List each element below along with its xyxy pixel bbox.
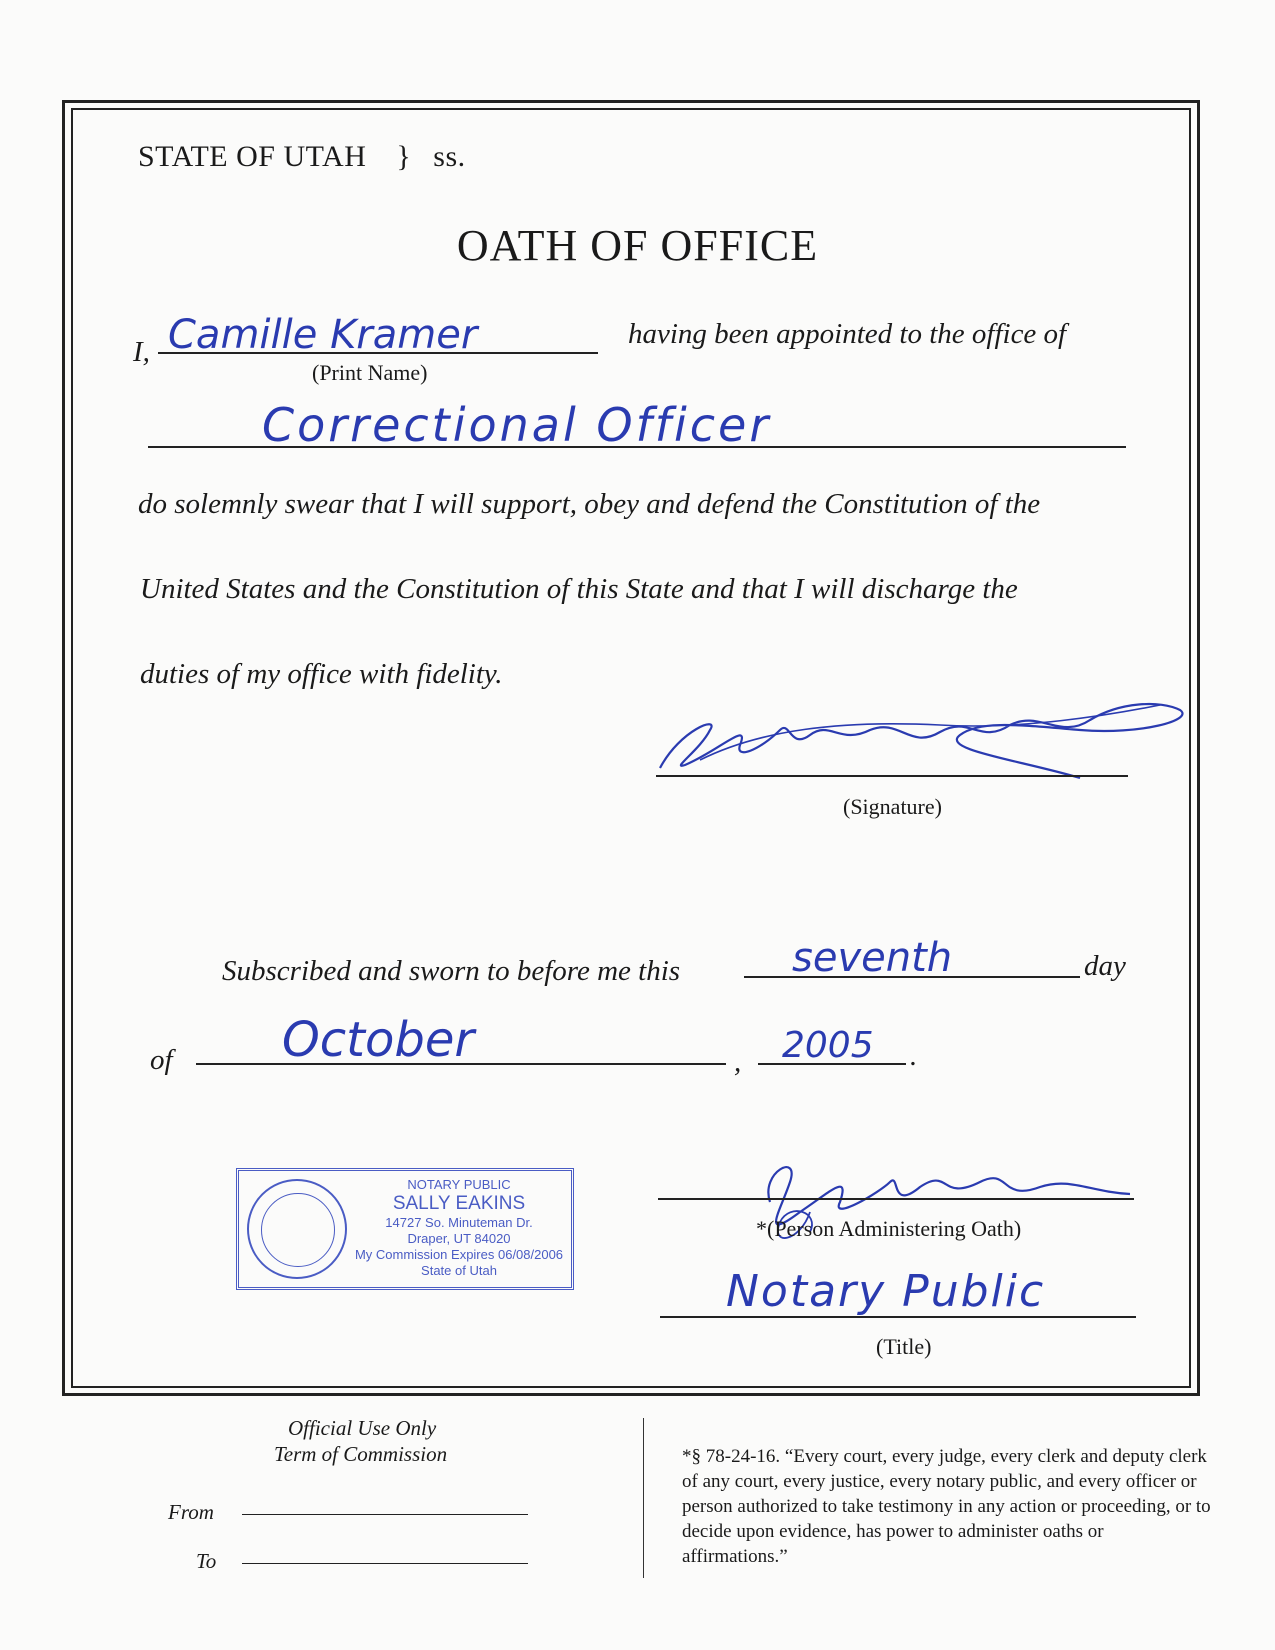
handwritten-name: Camille Kramer	[168, 312, 478, 358]
title-line	[660, 1316, 1136, 1318]
month-line	[196, 1063, 726, 1065]
stamp-line-6: State of Utah	[421, 1263, 497, 1278]
stamp-line-4: Draper, UT 84020	[407, 1231, 511, 1246]
signature-line	[656, 775, 1128, 777]
footer-divider	[643, 1418, 644, 1578]
handwritten-office: Correctional Officer	[262, 398, 772, 452]
from-line	[242, 1514, 528, 1515]
to-label: To	[196, 1549, 217, 1573]
of-word: of	[150, 1044, 173, 1076]
day-word: day	[1084, 950, 1126, 982]
appointed-text: having been appointed to the office of	[628, 318, 1067, 350]
stamp-line-3: 14727 So. Minuteman Dr.	[385, 1215, 533, 1230]
official-use-heading: Official Use Only	[288, 1416, 437, 1440]
name-line	[158, 352, 598, 354]
brace: }	[396, 140, 412, 173]
page-title: OATH OF OFFICE	[456, 221, 819, 270]
signature-caption: (Signature)	[843, 794, 942, 819]
statute-footnote: *§ 78-24-16. “Every court, every judge, every clerk and deputy clerk of any court, every justice, every notary public, and every officer or person authorized to take testimony in any action or proceeding, or to decide upon evidence, has power to administer oaths or affirmations.”	[682, 1446, 1211, 1567]
year-period: .	[910, 1040, 918, 1072]
title-caption: (Title)	[876, 1334, 932, 1359]
from-label: From	[168, 1500, 214, 1524]
state-seal-icon	[247, 1179, 347, 1279]
oath-text-line-2: United States and the Constitution of this State and that I will discharge the	[140, 573, 1018, 605]
term-heading: Term of Commission	[274, 1442, 448, 1466]
print-name-caption: (Print Name)	[312, 360, 428, 385]
oath-text-line-1: do solemnly swear that I will support, obey and defend the Constitution of the	[138, 488, 1041, 520]
handwritten-day: seventh	[792, 935, 953, 981]
handwritten-year: 2005	[782, 1025, 874, 1066]
office-line	[148, 446, 1126, 448]
to-line	[242, 1563, 528, 1564]
month-comma: ,	[734, 1046, 742, 1078]
administering-line	[658, 1198, 1134, 1200]
stamp-line-1: NOTARY PUBLIC	[407, 1177, 511, 1192]
ss-mark: ss.	[433, 140, 466, 173]
handwritten-month: October	[282, 1012, 475, 1068]
administering-caption: *(Person Administering Oath)	[756, 1216, 1022, 1241]
oath-text-line-3: duties of my office with fidelity.	[140, 658, 503, 690]
stamp-text	[353, 1177, 565, 1279]
stamp-line-5: My Commission Expires 06/08/2006	[354, 1247, 564, 1262]
notary-stamp	[236, 1168, 574, 1290]
oath-prefix: I,	[133, 336, 150, 368]
year-line	[758, 1063, 906, 1065]
day-line	[744, 976, 1080, 978]
state-name: STATE OF UTAH	[138, 140, 367, 173]
sworn-lead-text: Subscribed and sworn to before me this	[222, 955, 681, 987]
handwritten-title: Notary Public	[726, 1266, 1046, 1317]
state-heading	[138, 140, 466, 174]
stamp-line-2: SALLY EAKINS	[392, 1193, 526, 1214]
